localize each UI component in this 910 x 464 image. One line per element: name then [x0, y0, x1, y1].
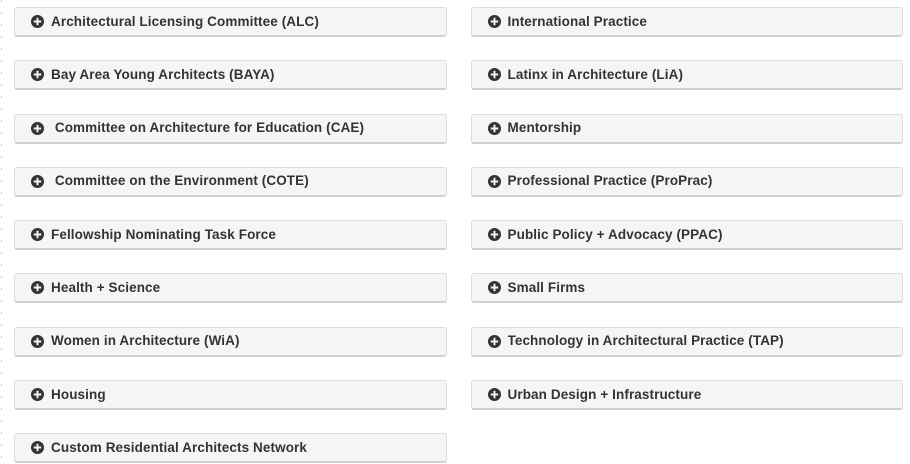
accordion-item-small-firms[interactable]	[471, 273, 904, 303]
accordion-item-label: Health + Science	[51, 279, 161, 295]
accordion-item-urban-design[interactable]	[471, 380, 904, 410]
accordion-column-left	[14, 7, 447, 463]
accordion-item-mentorship[interactable]	[471, 114, 904, 144]
accordion-item-custom-residential[interactable]	[14, 433, 447, 463]
plus-circle-icon	[31, 281, 44, 294]
plus-circle-icon	[31, 228, 44, 241]
plus-circle-icon	[488, 335, 501, 348]
plus-circle-icon	[488, 68, 501, 81]
accordion-item-label: Technology in Architectural Practice (TAP)	[507, 333, 784, 349]
plus-circle-icon	[488, 175, 501, 188]
accordion-item-label: Mentorship	[507, 120, 582, 136]
accordion-item-wia[interactable]	[14, 327, 447, 357]
plus-circle-icon	[488, 228, 501, 241]
accordion-item-cote[interactable]	[14, 167, 447, 197]
accordion-item-tap[interactable]	[471, 327, 904, 357]
accordion-item-label: Custom Residential Architects Network	[51, 439, 308, 455]
accordion-grid	[14, 7, 903, 463]
accordion-item-proprac[interactable]	[471, 167, 904, 197]
accordion-item-label: Fellowship Nominating Task Force	[51, 226, 276, 242]
accordion-item-label: Committee on Architecture for Education (CAE)	[51, 120, 365, 136]
plus-circle-icon	[31, 15, 44, 28]
accordion-item-health-science[interactable]	[14, 273, 447, 303]
plus-circle-icon	[488, 388, 501, 401]
accordion-item-alc[interactable]	[14, 7, 447, 37]
accordion-item-label: Small Firms	[507, 279, 586, 295]
accordion-item-label: Latinx in Architecture (LiA)	[507, 66, 684, 82]
accordion-item-housing[interactable]	[14, 380, 447, 410]
accordion-item-label: Bay Area Young Architects (BAYA)	[51, 66, 275, 82]
accordion-item-label: Professional Practice (ProPrac)	[507, 173, 713, 189]
plus-circle-icon	[31, 335, 44, 348]
accordion-item-label: Architectural Licensing Committee (ALC)	[51, 13, 319, 29]
accordion-item-label: International Practice	[507, 13, 647, 29]
plus-circle-icon	[488, 281, 501, 294]
accordion-item-baya[interactable]	[14, 60, 447, 90]
accordion-item-international-practice[interactable]	[471, 7, 904, 37]
accordion-item-ppac[interactable]	[471, 220, 904, 250]
accordion-item-label: Urban Design + Infrastructure	[507, 386, 702, 402]
accordion-item-fellowship-nominating[interactable]	[14, 220, 447, 250]
accordion-item-label: Committee on the Environment (COTE)	[51, 173, 309, 189]
plus-circle-icon	[488, 15, 501, 28]
accordion-item-label: Women in Architecture (WiA)	[51, 333, 240, 349]
plus-circle-icon	[31, 175, 44, 188]
accordion-item-cae[interactable]	[14, 114, 447, 144]
plus-circle-icon	[31, 388, 44, 401]
plus-circle-icon	[31, 122, 44, 135]
dotted-guide-line	[1, 0, 2, 464]
accordion-item-lia[interactable]	[471, 60, 904, 90]
plus-circle-icon	[488, 122, 501, 135]
accordion-column-right	[471, 7, 904, 410]
plus-circle-icon	[31, 68, 44, 81]
plus-circle-icon	[31, 441, 44, 454]
accordion-item-label: Housing	[51, 386, 106, 402]
accordion-item-label: Public Policy + Advocacy (PPAC)	[507, 226, 723, 242]
